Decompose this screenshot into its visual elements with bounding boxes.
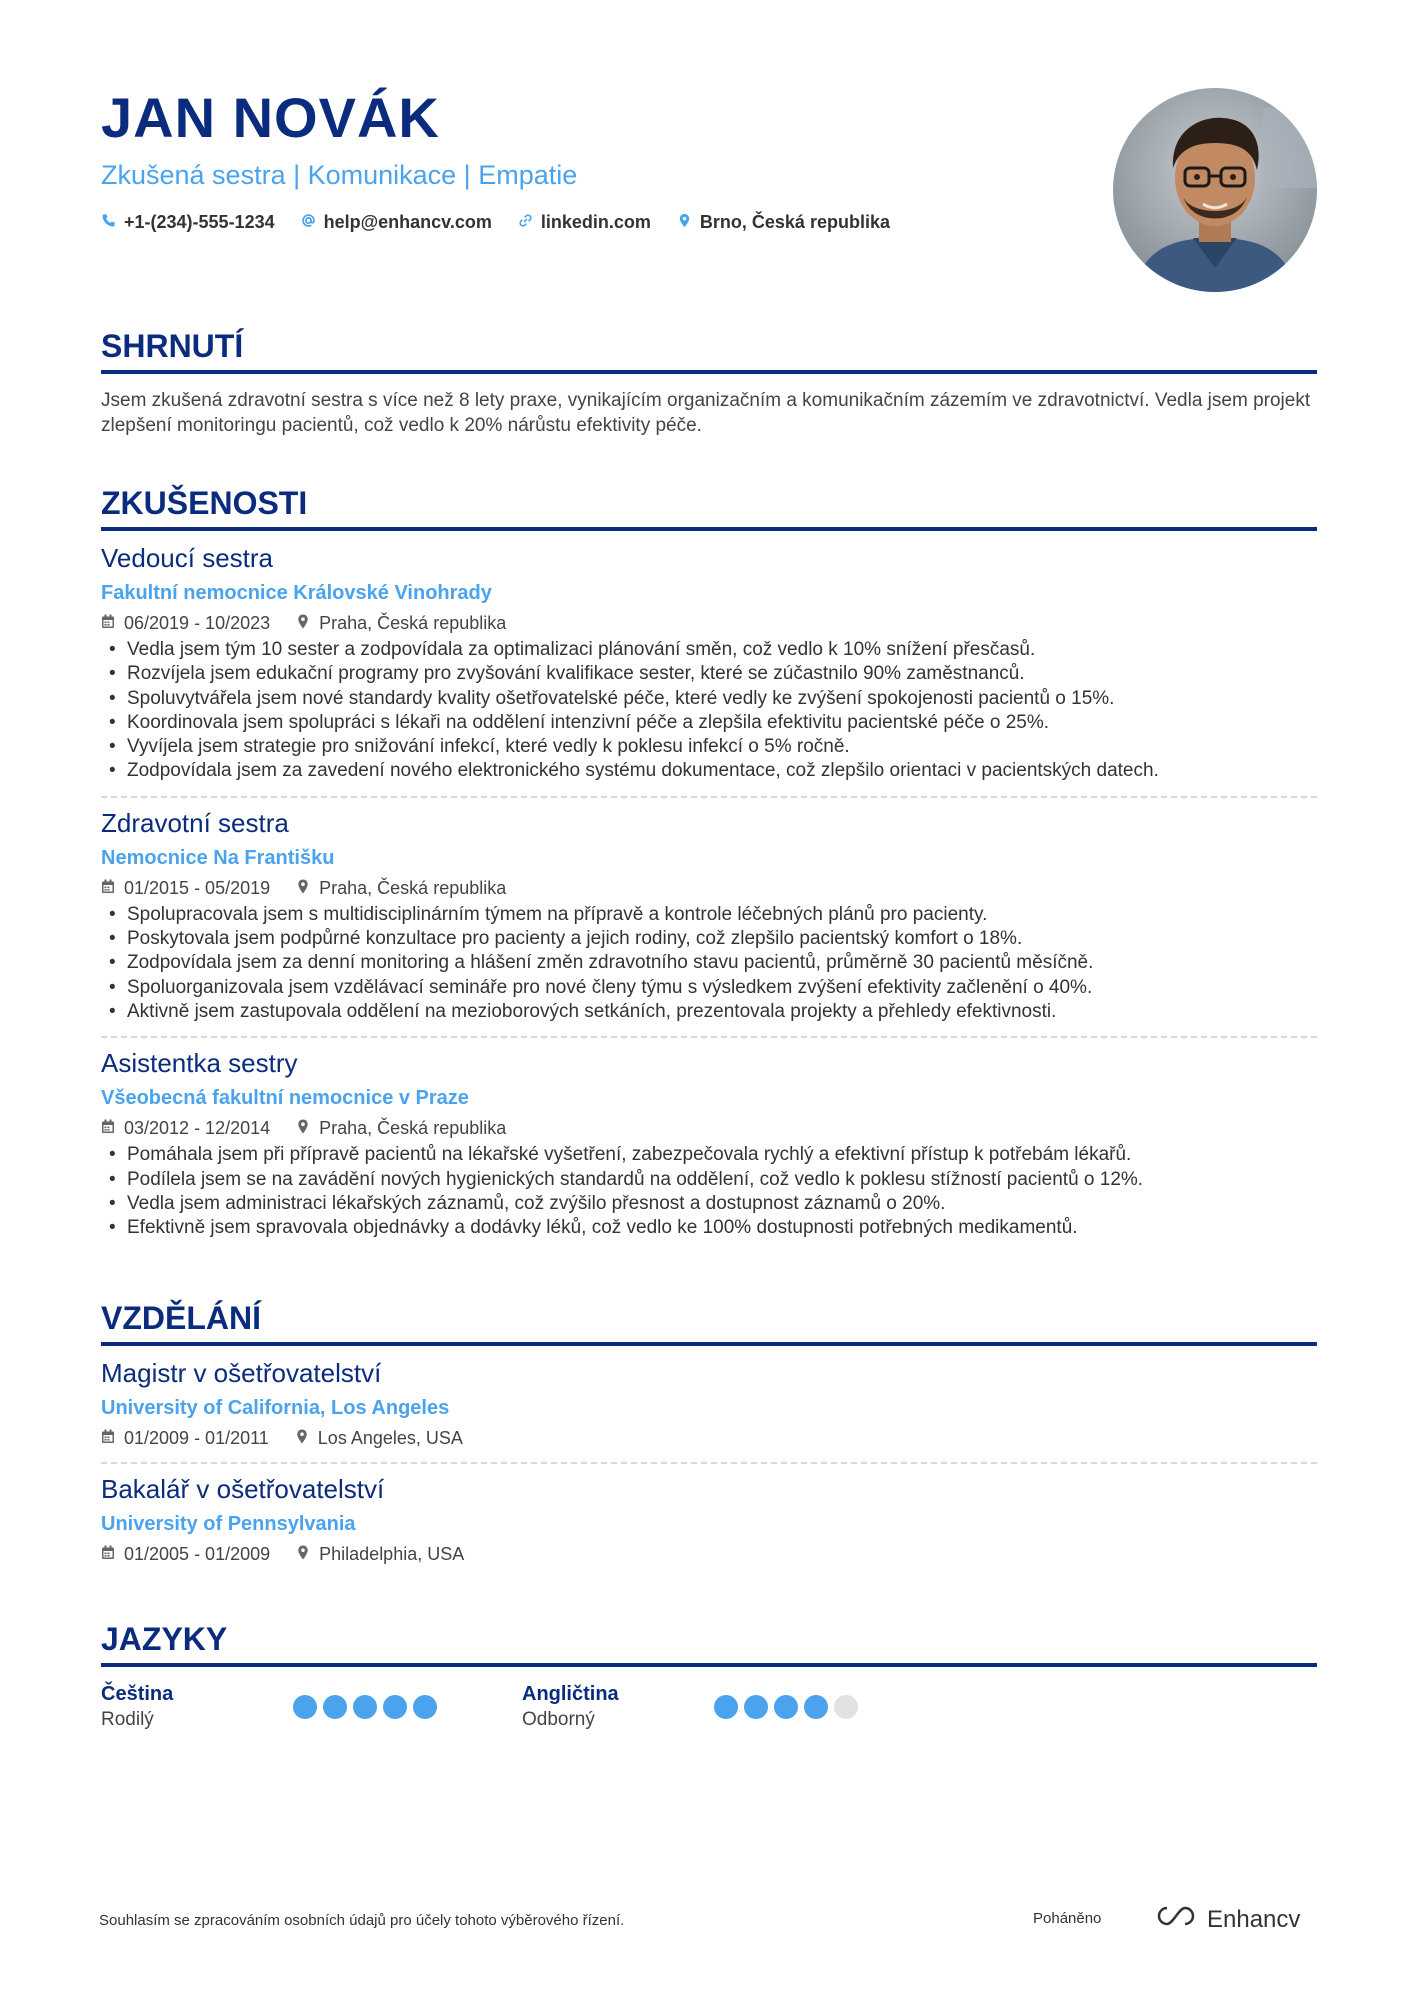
job-dates: 01/2015 - 05/2019 xyxy=(101,876,270,900)
rating-dot-filled xyxy=(774,1695,798,1719)
email-text: help@enhancv.com xyxy=(323,212,492,232)
map-pin-icon xyxy=(296,1542,310,1566)
employer: Fakultní nemocnice Královské Vinohrady xyxy=(101,582,492,604)
language-name: Čeština xyxy=(101,1683,174,1705)
map-pin-icon xyxy=(296,876,310,900)
calendar-icon xyxy=(101,1426,115,1450)
bullet: • Koordinovala jsem spolupráci s lékaři na oddělení intenzivní péče a zlepšila efektivitu pacientské péče o 25%. xyxy=(101,711,1317,735)
language-rating xyxy=(714,1695,858,1733)
bullet: • Efektivně jsem spravovala objednávky a dodávky léků, což vedlo ke 100% dostupnosti potřebných medikamentů. xyxy=(101,1216,1317,1240)
education-location: Los Angeles, USA xyxy=(295,1426,463,1450)
contact-phone[interactable] xyxy=(101,210,275,234)
employer: Všeobecná fakultní nemocnice v Praze xyxy=(101,1087,469,1110)
tagline: Zkušená sestra | Komunikace | Empatie xyxy=(101,160,578,190)
school: University of Pennsylvania xyxy=(101,1513,356,1535)
enhancv-logo-icon xyxy=(1153,1904,1199,1935)
language-level: Rodilý xyxy=(101,1709,154,1730)
experience-entry xyxy=(101,541,1317,784)
phone-icon xyxy=(101,210,116,234)
link-icon xyxy=(518,210,533,234)
education-heading: VZDĚLÁNÍ xyxy=(101,1298,1317,1346)
bullet: • Spoluvytvářela jsem nové standardy kvality ošetřovatelské péče, které vedly ke zvýšení spokojenosti pacientů o 15%. xyxy=(101,687,1317,711)
at-icon xyxy=(301,210,316,234)
map-pin-icon xyxy=(296,611,310,635)
phone-text: +1-(234)-555-1234 xyxy=(124,212,275,232)
entry-divider xyxy=(101,796,1317,798)
consent-text: Souhlasím se zpracováním osobních údajů pro účely tohoto výběrového řízení. xyxy=(99,1912,625,1929)
language-rating xyxy=(293,1695,437,1733)
entry-divider xyxy=(101,1462,1317,1464)
experience-section xyxy=(101,483,1317,1240)
location-text: Brno, Česká republika xyxy=(699,212,890,232)
job-meta xyxy=(101,611,1317,635)
language-item xyxy=(101,1681,522,1733)
rating-dot-filled xyxy=(744,1695,768,1719)
rating-dot-filled xyxy=(804,1695,828,1719)
bullet: • Zodpovídala jsem za denní monitoring a hlášení změn zdravotního stavu pacientů, průměrně 30 pacientů měsíčně. xyxy=(101,951,1317,975)
contact-email[interactable] xyxy=(301,210,492,234)
bullet: • Podílela jsem se na zavádění nových hygienických standardů na oddělení, což vedlo k poklesu stížností pacientů o 12%. xyxy=(101,1168,1317,1192)
summary-section xyxy=(101,326,1317,438)
job-title: Asistentka sestry xyxy=(101,1048,298,1079)
education-dates: 01/2009 - 01/2011 xyxy=(101,1426,269,1450)
bullet: • Pomáhala jsem při přípravě pacientů na lékařské vyšetření, zabezpečovala rychlý a efektivní přístup k potřebám lékařů. xyxy=(101,1143,1317,1167)
calendar-icon xyxy=(101,1116,115,1140)
powered-by-text: Poháněno xyxy=(1033,1910,1102,1927)
contact-linkedin[interactable] xyxy=(518,210,651,234)
languages-section xyxy=(101,1619,1317,1733)
job-bullets xyxy=(101,638,1317,784)
bullet: • Vedla jsem administraci lékařských záznamů, což zvýšilo přesnost a dostupnost záznamů o 20%. xyxy=(101,1192,1317,1216)
degree: Magistr v ošetřovatelství xyxy=(101,1358,382,1388)
profile-photo xyxy=(1113,88,1317,292)
bullet: • Rozvíjela jsem edukační programy pro zvyšování kvalifikace sester, které se zúčastnilo 90% zaměstnanců. xyxy=(101,662,1317,686)
rating-dot-filled xyxy=(413,1695,437,1719)
job-title: Zdravotní sestra xyxy=(101,807,289,838)
employer: Nemocnice Na Františku xyxy=(101,846,335,869)
brand-logo[interactable] xyxy=(1153,1904,1300,1935)
experience-heading: ZKUŠENOSTI xyxy=(101,483,1317,531)
rating-dot-filled xyxy=(323,1695,347,1719)
languages-row xyxy=(101,1681,1317,1733)
rating-dot-empty xyxy=(834,1695,858,1719)
education-entry xyxy=(101,1472,1317,1566)
job-dates: 06/2019 - 10/2023 xyxy=(101,611,270,635)
summary-text: Jsem zkušená zdravotní sestra s více než 8 lety praxe, vynikajícím organizačním a komunikačním zázemím ve zdravotnictví. Vedla jsem projekt zlepšení monitoringu pacientů, což vedlo k 20% nárůstu efektivity péče. xyxy=(101,390,1311,436)
linkedin-text: linkedin.com xyxy=(540,212,651,232)
candidate-name: JAN NOVÁK xyxy=(101,86,440,149)
contact-location xyxy=(677,210,890,234)
education-entry xyxy=(101,1356,1317,1450)
map-pin-icon xyxy=(296,1116,310,1140)
job-title: Vedoucí sestra xyxy=(101,543,273,573)
rating-dot-filled xyxy=(714,1695,738,1719)
language-name: Angličtina xyxy=(522,1683,619,1705)
job-dates: 03/2012 - 12/2014 xyxy=(101,1116,270,1140)
contact-row xyxy=(101,210,1101,234)
bullet: • Spoluorganizovala jsem vzdělávací semináře pro nové členy týmu s výsledkem zvýšení efektivity začlenění o 40%. xyxy=(101,976,1317,1000)
calendar-icon xyxy=(101,611,115,635)
job-location: Praha, Česká republika xyxy=(296,876,506,900)
education-dates: 01/2005 - 01/2009 xyxy=(101,1542,270,1566)
brand-name: Enhancv xyxy=(1207,1905,1301,1933)
summary-heading: SHRNUTÍ xyxy=(101,326,1317,374)
job-meta xyxy=(101,876,1317,900)
bullet: • Zodpovídala jsem za zavedení nového elektronického systému dokumentace, což zlepšilo orientaci v pacientských datech. xyxy=(101,759,1317,783)
footer xyxy=(99,1905,1319,1940)
bullet: • Vedla jsem tým 10 sester a zodpovídala za optimalizaci plánování směn, což vedlo k 10% snížení přesčasů. xyxy=(101,638,1317,662)
experience-entry xyxy=(101,806,1317,1024)
job-meta xyxy=(101,1116,1317,1140)
rating-dot-filled xyxy=(353,1695,377,1719)
school: University of California, Los Angeles xyxy=(101,1397,450,1419)
bullet: • Poskytovala jsem podpůrné konzultace pro pacienty a jejich rodiny, což zlepšilo pacientský komfort o 18%. xyxy=(101,927,1317,951)
entry-divider xyxy=(101,1036,1317,1038)
language-item xyxy=(522,1681,943,1733)
education-meta xyxy=(101,1426,1317,1450)
job-bullets xyxy=(101,903,1317,1024)
degree: Bakalář v ošetřovatelství xyxy=(101,1474,385,1504)
experience-entry xyxy=(101,1046,1317,1240)
education-location: Philadelphia, USA xyxy=(296,1542,464,1566)
calendar-icon xyxy=(101,1542,115,1566)
languages-heading: JAZYKY xyxy=(101,1619,1317,1667)
language-level: Odborný xyxy=(522,1709,595,1730)
job-location: Praha, Česká republika xyxy=(296,1116,506,1140)
job-location: Praha, Česká republika xyxy=(296,611,506,635)
job-bullets xyxy=(101,1143,1317,1240)
bullet: • Aktivně jsem zastupovala oddělení na mezioborových setkáních, prezentovala projekty a přehledy efektivnosti. xyxy=(101,1000,1317,1024)
education-section xyxy=(101,1298,1317,1566)
map-pin-icon xyxy=(677,210,692,234)
map-pin-icon xyxy=(295,1426,309,1450)
rating-dot-filled xyxy=(293,1695,317,1719)
bullet: • Vyvíjela jsem strategie pro snižování infekcí, které vedly k poklesu infekcí o 5% ročně. xyxy=(101,735,1317,759)
rating-dot-filled xyxy=(383,1695,407,1719)
calendar-icon xyxy=(101,876,115,900)
header xyxy=(101,86,1101,234)
bullet: • Spolupracovala jsem s multidisciplinárním týmem na přípravě a kontrole léčebných plánů pro pacienty. xyxy=(101,903,1317,927)
education-meta xyxy=(101,1542,1317,1566)
